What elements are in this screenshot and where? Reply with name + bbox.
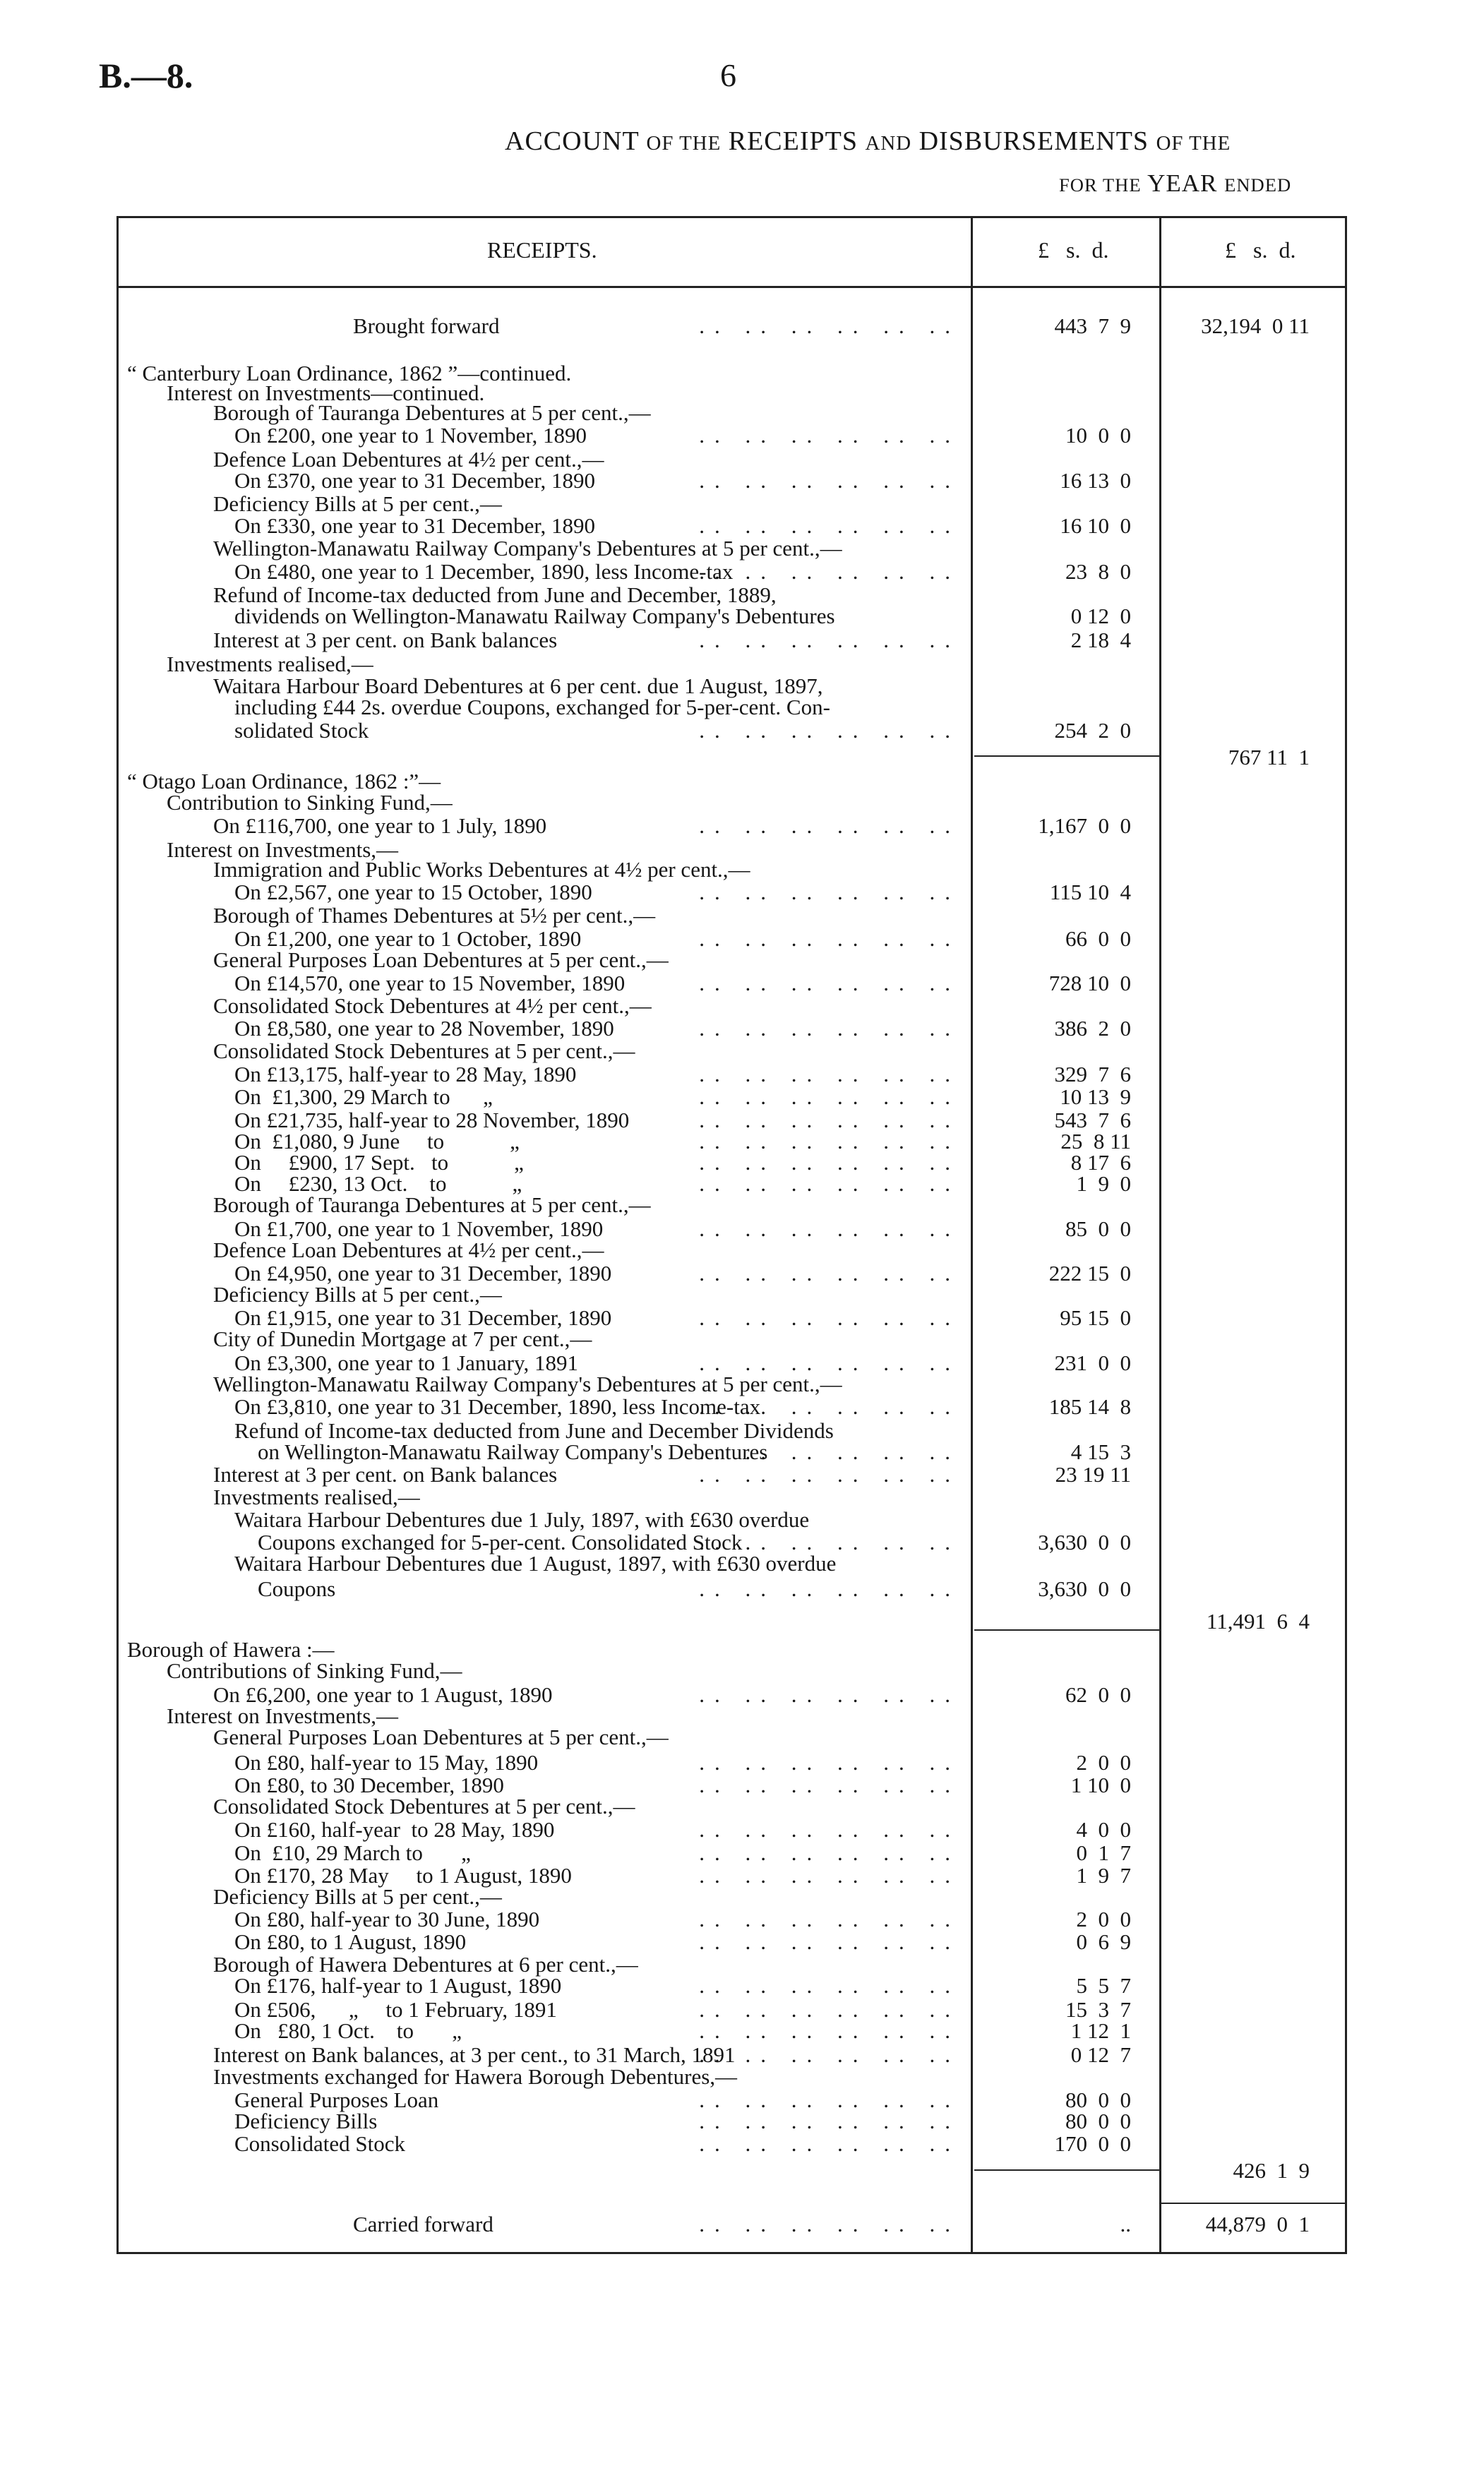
- header-column-1-units: £ s. d.: [1038, 237, 1109, 263]
- page-reference: B.—8.: [99, 56, 193, 95]
- row-label: Interest on Investments—continued.: [167, 381, 485, 405]
- dot-leader: .. .. .. .. .. ..: [699, 2109, 960, 2133]
- amount-column-1: 80 0 0: [1065, 2109, 1131, 2133]
- row-label: On £170, 28 May to 1 August, 1890: [234, 1863, 572, 1888]
- table-row: [0, 695, 1484, 719]
- table-row: [0, 1130, 1484, 1153]
- row-label: Deficiency Bills at 5 per cent.,—: [213, 1282, 502, 1307]
- amount-column-1: 16 10 0: [1060, 513, 1131, 538]
- table-row: [0, 745, 1484, 769]
- dot-leader: .. .. .. .. .. ..: [699, 1130, 960, 1153]
- amount-column-1: 231 0 0: [1054, 1350, 1131, 1375]
- dot-leader: .. .. .. .. .. ..: [699, 2043, 960, 2066]
- dot-leader: .. .. .. .. .. ..: [699, 1108, 960, 1132]
- table-row: [0, 1974, 1484, 1997]
- row-label: Brought forward: [353, 313, 500, 338]
- table-row: [0, 2109, 1484, 2133]
- row-label: On £80, half-year to 30 June, 1890: [234, 1907, 540, 1931]
- row-label: Waitara Harbour Debentures due 1 July, 1897, with £630 overdue: [234, 1507, 810, 1532]
- amount-column-1: 10 0 0: [1065, 423, 1131, 448]
- row-label: On £480, one year to 1 December, 1890, less Income-tax: [234, 559, 734, 584]
- row-label: including £44 2s. overdue Coupons, exchanged for 5-per-cent. Con-: [234, 695, 830, 719]
- dot-leader: .. .. .. .. .. ..: [699, 1017, 960, 1040]
- dot-leader: .. .. .. .. .. ..: [699, 1463, 960, 1486]
- amount-column-1: 25 8 11: [1060, 1129, 1131, 1154]
- amount-column-1: 2 0 0: [1076, 1907, 1131, 1931]
- amount-column-1: 3,630 0 0: [1038, 1576, 1131, 1601]
- dot-leader: .. .. .. .. .. ..: [699, 2019, 960, 2042]
- amount-column-1: 10 13 9: [1060, 1084, 1131, 1109]
- row-label: General Purposes Loan Debentures at 5 per cent.,—: [213, 1725, 669, 1749]
- amount-column-1: 8 17 6: [1070, 1150, 1131, 1175]
- row-label: General Purposes Loan Debentures at 5 per cent.,—: [213, 947, 669, 972]
- row-label: On £1,300, 29 March to „: [234, 1084, 493, 1109]
- row-label: On £80, to 30 December, 1890: [234, 1773, 504, 1797]
- row-label: Consolidated Stock Debentures at 4½ per cent.,—: [213, 993, 652, 1018]
- dot-leader: .. .. .. .. .. ..: [699, 560, 960, 583]
- row-label: Carried forward: [353, 2212, 493, 2236]
- table-row: [0, 1751, 1484, 1774]
- table-row: [0, 1818, 1484, 1841]
- table-row: [0, 1440, 1484, 1463]
- dot-leader: .. .. .. .. .. ..: [699, 1683, 960, 1706]
- row-label: Interest on Investments,—: [167, 1703, 399, 1728]
- table-row: [0, 1953, 1484, 1976]
- row-label: On £506, „ to 1 February, 1891: [234, 1997, 557, 2022]
- dot-leader: .. .. .. .. .. ..: [699, 2088, 960, 2111]
- row-label: On £80, half-year to 15 May, 1890: [234, 1750, 539, 1775]
- dot-leader: .. .. .. .. .. ..: [699, 1864, 960, 1887]
- amount-column-1: 23 19 11: [1055, 1462, 1131, 1487]
- amount-column-1: 23 8 0: [1065, 559, 1131, 584]
- table-row: [0, 948, 1484, 971]
- row-label: On £1,915, one year to 31 December, 1890: [234, 1305, 612, 1330]
- row-label: Defence Loan Debentures at 4½ per cent.,—: [213, 447, 604, 472]
- amount-column-1: 66 0 0: [1065, 926, 1131, 951]
- table-bottom-rule: [116, 2252, 1347, 2254]
- dot-leader: .. .. .. .. .. ..: [699, 514, 960, 537]
- table-row: [0, 2065, 1484, 2088]
- dot-leader: .. .. .. .. .. ..: [699, 1151, 960, 1174]
- dot-leader: .. .. .. .. .. ..: [699, 814, 960, 837]
- dot-leader: .. .. .. .. .. ..: [699, 1773, 960, 1797]
- table-row: [0, 2019, 1484, 2042]
- table-row: [0, 314, 1484, 337]
- dot-leader: .. .. .. .. .. ..: [699, 1907, 960, 1931]
- dot-leader: .. .. .. .. .. ..: [699, 1395, 960, 1418]
- table-row: [0, 858, 1484, 881]
- amount-column-1: 2 0 0: [1076, 1750, 1131, 1775]
- table-row: [0, 1108, 1484, 1132]
- row-label: Investments realised,—: [167, 652, 373, 676]
- header-receipts: RECEIPTS.: [487, 237, 597, 263]
- dot-leader: .. .. .. .. .. ..: [699, 971, 960, 995]
- table-row: [0, 401, 1484, 424]
- table-row: [0, 994, 1484, 1017]
- title-and: AND: [865, 132, 912, 155]
- dot-leader: .. .. .. .. .. ..: [699, 1440, 960, 1463]
- table-row: [0, 469, 1484, 492]
- amount-column-1: 222 15 0: [1048, 1261, 1131, 1286]
- table-row: [0, 1485, 1484, 1509]
- row-label: “ Canterbury Loan Ordinance, 1862 ”—continued.: [127, 361, 572, 385]
- row-label: On £200, one year to 1 November, 1890: [234, 423, 587, 448]
- table-row: [0, 971, 1484, 995]
- table-row: [0, 652, 1484, 676]
- row-label: Borough of Tauranga Debentures at 5 per cent.,—: [213, 1192, 651, 1217]
- table-row: [0, 1062, 1484, 1086]
- amount-column-1: 0 12 7: [1070, 2042, 1131, 2067]
- row-label: Coupons: [258, 1576, 336, 1601]
- row-label: On £4,950, one year to 31 December, 1890: [234, 1261, 612, 1286]
- table-row: [0, 1907, 1484, 1931]
- row-label: On £160, half-year to 28 May, 1890: [234, 1817, 555, 1842]
- dot-leader: .. .. .. .. .. ..: [699, 1062, 960, 1086]
- row-label: On £8,580, one year to 28 November, 1890: [234, 1016, 614, 1041]
- row-label: On £3,810, one year to 31 December, 1890, less Income-tax: [234, 1394, 761, 1419]
- row-label: Borough of Thames Debentures at 5½ per cent.,—: [213, 903, 656, 928]
- table-row: [0, 560, 1484, 583]
- row-label: Deficiency Bills at 5 per cent.,—: [213, 491, 502, 516]
- dot-leader: .. .. .. .. .. ..: [699, 1351, 960, 1374]
- row-label: On £3,300, one year to 1 January, 1891: [234, 1350, 578, 1375]
- amount-column-1: 2 18 4: [1070, 628, 1131, 652]
- table-row: [0, 1151, 1484, 1174]
- table-row: [0, 628, 1484, 652]
- row-label: On £21,735, half-year to 28 November, 1890: [234, 1108, 630, 1132]
- dot-leader: .. .. .. .. .. ..: [699, 1085, 960, 1108]
- table-row: [0, 2159, 1484, 2182]
- row-label: Wellington-Manawatu Railway Company's Debentures at 5 per cent.,—: [213, 1372, 842, 1396]
- subtitle-for-the: FOR THE: [1059, 174, 1142, 196]
- row-label: General Purposes Loan: [234, 2087, 439, 2112]
- amount-column-2: 44,879 0 1: [1205, 2212, 1310, 2236]
- row-label: Investments realised,—: [213, 1485, 420, 1509]
- title-of-the-2: OF THE: [1156, 132, 1231, 155]
- table-row: [0, 1998, 1484, 2021]
- table-row: [0, 1795, 1484, 1818]
- amount-column-1: ..: [1120, 2212, 1131, 2236]
- dot-leader: .. .. .. .. .. ..: [699, 628, 960, 652]
- document-title: [505, 126, 1231, 157]
- row-label: Consolidated Stock Debentures at 5 per cent.,—: [213, 1038, 635, 1063]
- row-label: Wellington-Manawatu Railway Company's Debentures at 5 per cent.,—: [213, 536, 842, 561]
- amount-column-1: 254 2 0: [1054, 718, 1131, 743]
- dot-leader: .. .. .. .. .. ..: [699, 314, 960, 337]
- row-label: Interest at 3 per cent. on Bank balances: [213, 628, 558, 652]
- row-label: Borough of Hawera :—: [127, 1637, 335, 1662]
- amount-column-1: 443 7 9: [1054, 313, 1131, 338]
- row-label: “ Otago Loan Ordinance, 1862 :”—: [127, 769, 441, 793]
- table-row: [0, 514, 1484, 537]
- row-label: Coupons exchanged for 5-per-cent. Consolidated Stock: [258, 1530, 743, 1555]
- row-label: Waitara Harbour Debentures due 1 August, 1897, with £630 overdue: [234, 1551, 837, 1576]
- amount-column-1: 95 15 0: [1060, 1305, 1131, 1330]
- dot-leader: .. .. .. .. .. ..: [699, 1217, 960, 1240]
- table-row: [0, 1552, 1484, 1575]
- row-label: Contribution to Sinking Fund,—: [167, 790, 453, 815]
- row-label: On £176, half-year to 1 August, 1890: [234, 1973, 562, 1998]
- amount-column-1: 62 0 0: [1065, 1682, 1131, 1707]
- amount-column-1: 329 7 6: [1054, 1062, 1131, 1086]
- table-row: [0, 537, 1484, 560]
- dot-leader: .. .. .. .. .. ..: [699, 1577, 960, 1600]
- amount-column-2: 32,194 0 11: [1201, 313, 1310, 338]
- table-row: [0, 1085, 1484, 1108]
- table-row: [0, 1610, 1484, 1633]
- amount-column-1: 1 10 0: [1070, 1773, 1131, 1797]
- row-label: Interest on Bank balances, at 3 per cent., to 31 March, 1891: [213, 2042, 736, 2067]
- table-row: [0, 1039, 1484, 1062]
- row-label: On £80, 1 Oct. to „: [234, 2018, 462, 2043]
- table-row: [0, 904, 1484, 927]
- table-row: [0, 719, 1484, 742]
- dot-leader: .. .. .. .. .. ..: [699, 880, 960, 904]
- table-row: [0, 1395, 1484, 1418]
- amount-column-1: 0 1 7: [1076, 1840, 1131, 1865]
- table-row: [0, 2132, 1484, 2155]
- amount-column-1: 115 10 4: [1049, 880, 1131, 904]
- amount-column-1: 3,630 0 0: [1038, 1530, 1131, 1555]
- row-label: dividends on Wellington-Manawatu Railway Company's Debentures: [234, 604, 835, 628]
- table-row: [0, 1577, 1484, 1600]
- row-label: Borough of Tauranga Debentures at 5 per cent.,—: [213, 400, 651, 425]
- amount-column-1: 185 14 8: [1048, 1394, 1131, 1419]
- amount-column-1: 85 0 0: [1065, 1216, 1131, 1241]
- row-label: On £13,175, half-year to 28 May, 1890: [234, 1062, 577, 1086]
- amount-column-1: 0 6 9: [1076, 1929, 1131, 1954]
- row-label: On £6,200, one year to 1 August, 1890: [213, 1682, 553, 1707]
- title-disbursements: DISBURSEMENTS: [918, 126, 1149, 156]
- table-row: [0, 424, 1484, 447]
- dot-leader: .. .. .. .. .. ..: [699, 424, 960, 447]
- amount-column-2: 11,491 6 4: [1206, 1609, 1310, 1634]
- row-label: Consolidated Stock Debentures at 5 per cent.,—: [213, 1794, 635, 1819]
- dot-leader: .. .. .. .. .. ..: [699, 2132, 960, 2155]
- row-label: solidated Stock: [234, 718, 369, 743]
- row-label: Contributions of Sinking Fund,—: [167, 1658, 462, 1683]
- dot-leader: .. .. .. .. .. ..: [699, 1841, 960, 1864]
- dot-leader: .. .. .. .. .. ..: [699, 469, 960, 492]
- amount-column-1: 1,167 0 0: [1038, 813, 1131, 838]
- table-row: [0, 1930, 1484, 1953]
- row-label: On £116,700, one year to 1 July, 1890: [213, 813, 547, 838]
- row-label: Deficiency Bills at 5 per cent.,—: [213, 1884, 502, 1909]
- row-label: Consolidated Stock: [234, 2131, 405, 2156]
- title-receipts: RECEIPTS: [728, 126, 858, 156]
- dot-leader: .. .. .. .. .. ..: [699, 1818, 960, 1841]
- row-label: Refund of Income-tax deducted from June and December Dividends: [234, 1418, 834, 1443]
- dot-leader: .. .. .. .. .. ..: [699, 1930, 960, 1953]
- amount-column-1: 16 13 0: [1060, 468, 1131, 493]
- table-row: [0, 791, 1484, 814]
- row-label: On £10, 29 March to „: [234, 1840, 471, 1865]
- amount-column-1: 543 7 6: [1054, 1108, 1131, 1132]
- table-row: [0, 492, 1484, 515]
- amount-column-1: 728 10 0: [1048, 971, 1131, 995]
- amount-column-1: 4 15 3: [1070, 1439, 1131, 1464]
- row-label: City of Dunedin Mortgage at 7 per cent.,—: [213, 1326, 592, 1351]
- row-label: On £330, one year to 31 December, 1890: [234, 513, 595, 538]
- amount-column-1: 15 3 7: [1065, 1997, 1131, 2022]
- row-label: Defence Loan Debentures at 4½ per cent.,—: [213, 1238, 604, 1262]
- row-label: on Wellington-Manawatu Railway Company's Debentures: [258, 1439, 768, 1464]
- amount-column-2: 426 1 9: [1233, 2158, 1310, 2183]
- table-header-rule: [116, 286, 1347, 288]
- dot-leader: .. .. .. .. .. ..: [699, 1998, 960, 2021]
- amount-column-1: 0 12 0: [1070, 604, 1131, 628]
- row-label: Deficiency Bills: [234, 2109, 378, 2133]
- subtitle-ended: ENDED: [1224, 174, 1292, 196]
- table-row: [0, 2088, 1484, 2111]
- row-label: On £2,567, one year to 15 October, 1890: [234, 880, 592, 904]
- row-label: Interest at 3 per cent. on Bank balances: [213, 1462, 558, 1487]
- dot-leader: .. .. .. .. .. ..: [699, 1530, 960, 1554]
- header-column-2-units: £ s. d.: [1225, 237, 1296, 263]
- row-label: On £1,700, one year to 1 November, 1890: [234, 1216, 604, 1241]
- table-row: [0, 1017, 1484, 1040]
- dot-leader: .. .. .. .. .. ..: [699, 1751, 960, 1774]
- dot-leader: .. .. .. .. .. ..: [699, 1172, 960, 1195]
- amount-column-1: 1 12 1: [1070, 2018, 1131, 2043]
- amount-column-1: 1 9 0: [1076, 1171, 1131, 1196]
- row-label: Investments exchanged for Hawera Borough Debentures,—: [213, 2064, 738, 2089]
- amount-column-1: 80 0 0: [1065, 2087, 1131, 2112]
- table-row: [0, 1659, 1484, 1682]
- row-label: On £370, one year to 31 December, 1890: [234, 468, 595, 493]
- row-label: On £14,570, one year to 15 November, 1890: [234, 971, 626, 995]
- table-row: [0, 1193, 1484, 1216]
- row-label: On £230, 13 Oct. to „: [234, 1171, 522, 1196]
- table-row: [0, 1283, 1484, 1306]
- row-label: Refund of Income-tax deducted from June and December, 1889,: [213, 582, 777, 607]
- table-row: [0, 1327, 1484, 1350]
- dot-leader: .. .. .. .. .. ..: [699, 2212, 960, 2236]
- dot-leader: .. .. .. .. .. ..: [699, 927, 960, 950]
- amount-column-1: 1 9 7: [1076, 1863, 1131, 1888]
- table-row: [0, 1508, 1484, 1531]
- table-row: [0, 1841, 1484, 1864]
- table-row: [0, 1725, 1484, 1749]
- table-row: [0, 448, 1484, 471]
- row-label: On £900, 17 Sept. to „: [234, 1150, 524, 1175]
- amount-column-2: 767 11 1: [1228, 745, 1310, 769]
- row-label: Immigration and Public Works Debentures at 4½ per cent.,—: [213, 857, 750, 882]
- amount-column-1: 4 0 0: [1076, 1817, 1131, 1842]
- table-row: [0, 604, 1484, 628]
- table-row: [0, 814, 1484, 837]
- row-label: On £1,080, 9 June to „: [234, 1129, 520, 1154]
- row-label: Borough of Hawera Debentures at 6 per cent.,—: [213, 1952, 638, 1977]
- amount-column-1: 386 2 0: [1054, 1016, 1131, 1041]
- dot-leader: .. .. .. .. .. ..: [699, 1262, 960, 1285]
- table-row: [0, 1372, 1484, 1396]
- title-account: ACCOUNT: [505, 126, 639, 156]
- row-label: Interest on Investments,—: [167, 837, 399, 862]
- carried-forward-rule: [1161, 2203, 1346, 2204]
- table-row: [0, 2043, 1484, 2066]
- document-subtitle: [1059, 169, 1291, 198]
- row-label: Waitara Harbour Board Debentures at 6 per cent. due 1 August, 1897,: [213, 673, 823, 698]
- amount-column-1: 5 5 7: [1076, 1973, 1131, 1998]
- table-top-rule: [116, 216, 1347, 218]
- table-row: [0, 1463, 1484, 1486]
- dot-leader: .. .. .. .. .. ..: [699, 1974, 960, 1997]
- table-row: [0, 1238, 1484, 1262]
- amount-column-1: 170 0 0: [1054, 2131, 1131, 2156]
- title-of-the-1: OF THE: [646, 132, 722, 155]
- table-row: [0, 2212, 1484, 2236]
- dot-leader: .. .. .. .. .. ..: [699, 719, 960, 742]
- page-number: 6: [720, 57, 736, 93]
- table-row: [0, 1885, 1484, 1908]
- row-label: On £80, to 1 August, 1890: [234, 1929, 467, 1954]
- subtitle-year: YEAR: [1147, 169, 1218, 197]
- row-label: On £1,200, one year to 1 October, 1890: [234, 926, 582, 951]
- dot-leader: .. .. .. .. .. ..: [699, 1306, 960, 1329]
- table-row: [0, 880, 1484, 904]
